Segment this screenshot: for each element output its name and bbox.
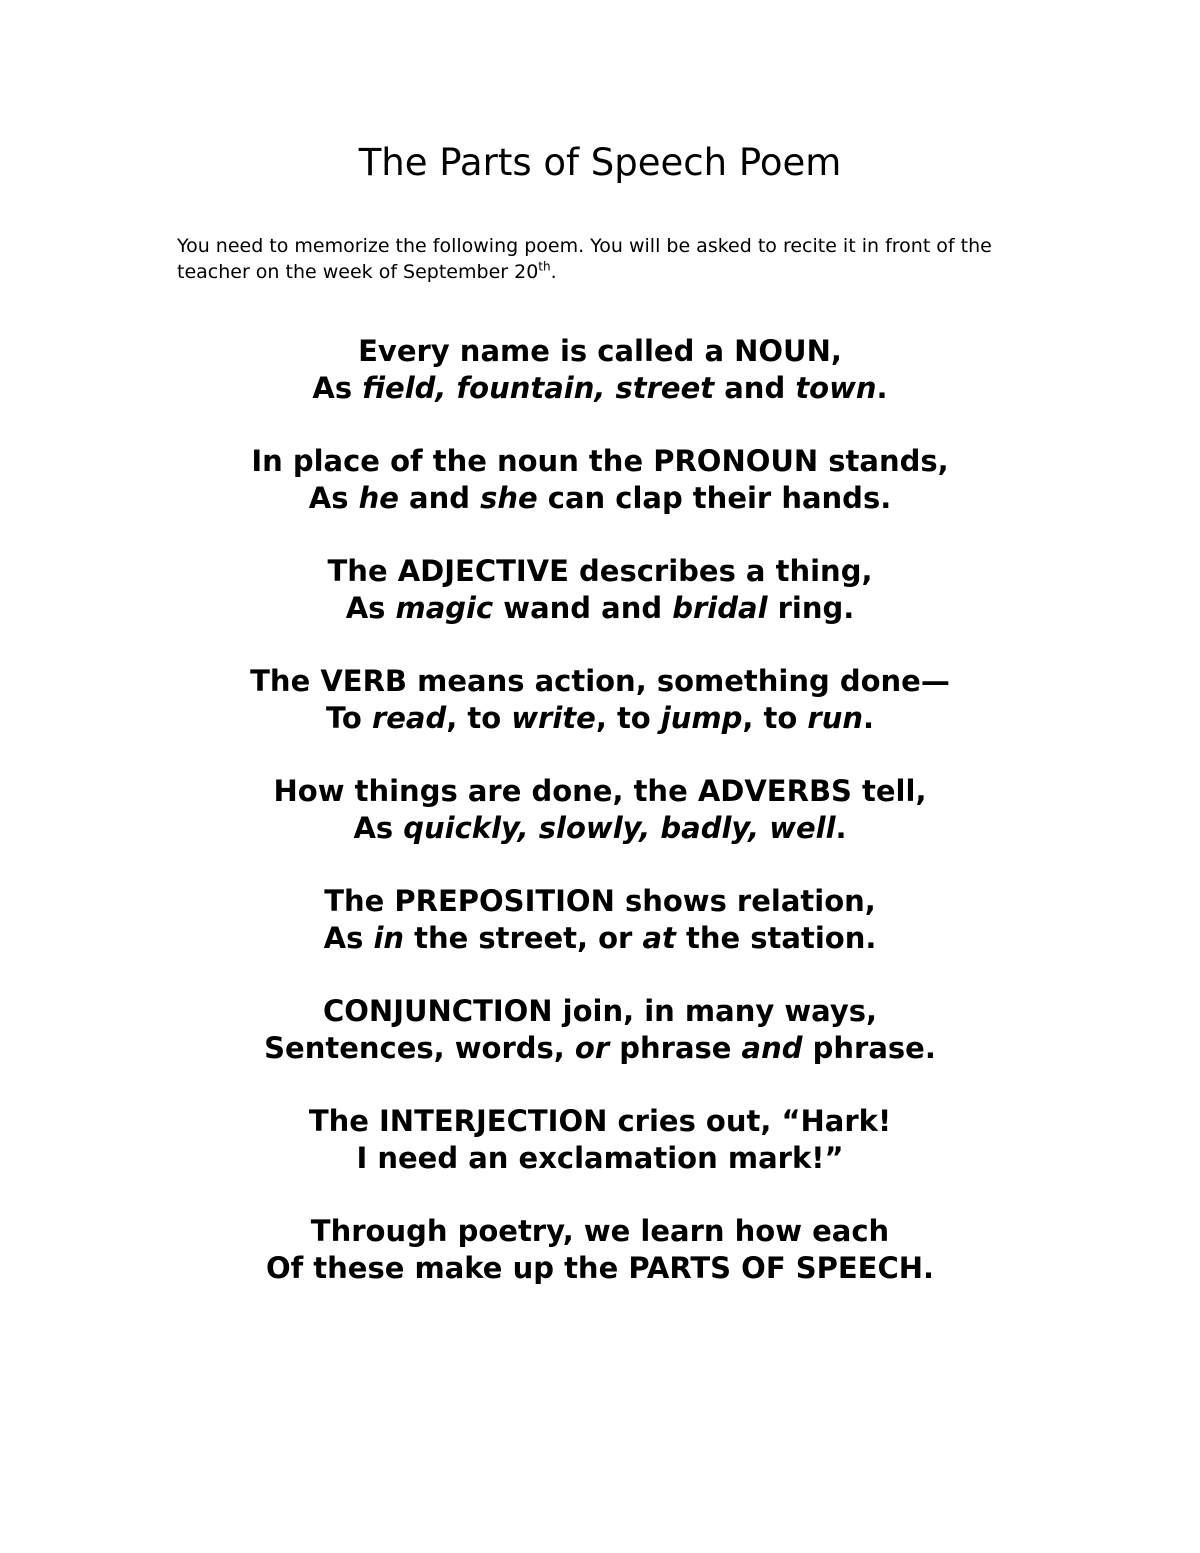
line-text: , to [595,701,661,735]
line-text: the station. [675,921,877,955]
stanza-line-1: The ADJECTIVE describes a thing, [327,554,873,588]
stanza-interjection [0,1103,1200,1177]
intro-superscript: th [538,259,551,274]
stanza-pronoun [0,443,1200,517]
stanza-verb [0,663,1200,737]
line-text: , to [742,701,808,735]
stanza-line-1: The INTERJECTION cries out, “Hark! [308,1104,892,1138]
line-text: can clap their hands. [537,481,892,515]
line-italic: in [373,921,405,955]
line-italic: jump [660,701,743,735]
stanza-line-2: I need an exclamation mark!” [356,1141,844,1175]
stanza-line-2 [0,810,1200,847]
stanza-line-2 [0,920,1200,957]
line-text: As [312,371,363,405]
stanza-line-2 [0,1030,1200,1067]
line-text: and [714,371,796,405]
line-italic: at [642,921,676,955]
line-italic: read [371,701,447,735]
line-text: To [325,701,372,735]
intro-end: . [550,261,557,283]
stanza-line-1: Every name is called a NOUN, [358,334,842,368]
line-text: wand and [493,591,673,625]
line-italic: bridal [672,591,768,625]
line-text: the street, or [404,921,643,955]
line-text: Sentences, words, [264,1031,575,1065]
stanza-line-2: Of these make up the PARTS OF SPEECH. [265,1251,935,1285]
line-text: As [353,811,404,845]
stanza-noun [0,333,1200,407]
stanza-preposition [0,883,1200,957]
line-italic: field, fountain, street [362,371,715,405]
line-text: As [308,481,359,515]
line-italic: or [574,1031,610,1065]
stanza-line-2 [0,590,1200,627]
line-text: ring. [767,591,855,625]
stanza-line-1: CONJUNCTION join, in many ways, [322,994,878,1028]
stanza-conclusion [0,1213,1200,1287]
page-title: The Parts of Speech Poem [358,141,842,184]
stanza-line-2 [0,370,1200,407]
stanza-conjunction [0,993,1200,1067]
line-italic: magic [395,591,494,625]
stanza-line-1: In place of the noun the PRONOUN stands, [251,444,949,478]
stanza-line-1: Through poetry, we learn how each [310,1214,890,1248]
poem [0,333,1200,1323]
line-italic: town [795,371,877,405]
stanza-line-1: The VERB means action, something done— [250,664,950,698]
line-italic: she [480,481,538,515]
intro-paragraph [177,233,1037,285]
line-text: and [398,481,481,515]
stanza-line-1: The PREPOSITION shows relation, [324,884,876,918]
line-text: . [862,701,875,735]
stanza-line-1: How things are done, the ADVERBS tell, [273,774,927,808]
stanza-line-2 [0,700,1200,737]
line-italic: and [741,1031,803,1065]
line-text: phrase [609,1031,742,1065]
line-text: As [345,591,396,625]
line-text: As [323,921,374,955]
line-italic: write [511,701,596,735]
line-italic: quickly, slowly, badly, well [403,811,836,845]
stanza-adverb [0,773,1200,847]
intro-text: You need to memorize the following poem. You will be asked to recite it in front of the teacher on the week of September 20 [177,235,992,283]
line-italic: he [358,481,399,515]
line-text: phrase. [802,1031,936,1065]
stanza-adjective [0,553,1200,627]
line-text: , to [446,701,512,735]
line-italic: run [807,701,863,735]
stanza-line-2 [0,480,1200,517]
line-text: . [876,371,888,405]
line-text: . [835,811,847,845]
